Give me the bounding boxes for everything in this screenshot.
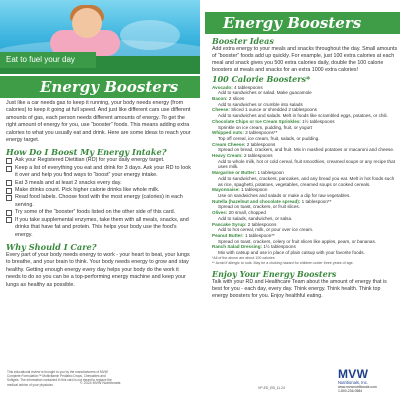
boost-heading: How Do I Boost My Energy Intake? bbox=[6, 147, 167, 158]
disclaimer-text: This educational review is brought to you by the manufacturers of MVW Complete Formulation™ Multivitamin Pediatric Drops, Chewables and Softgels. The information contained in this card is not meant to replace the medical advice of your physician. bbox=[7, 370, 112, 387]
booster-description: Add to hot cereal, milk, or pour over ice cream. bbox=[218, 227, 314, 233]
checkbox[interactable] bbox=[6, 188, 12, 194]
checklist-text: Try some of the “booster” foods listed on the other side of this card. bbox=[15, 209, 176, 216]
calorie-heading: 100 Calorie Boosters* bbox=[212, 73, 311, 84]
booster-name: Heavy Cream: bbox=[212, 153, 243, 159]
right-title: Energy Boosters bbox=[205, 12, 400, 34]
calorie-booster-item bbox=[212, 199, 398, 210]
booster-amount: 1 tablespoon bbox=[257, 170, 284, 176]
booster-description: Sprinkle on ice cream, pudding, fruit, or yogurt bbox=[218, 124, 312, 130]
booster-amount: 2 slices bbox=[228, 96, 245, 102]
intro-paragraph: Just like a car needs gas to keep it running, your body needs energy (from calories) to keep it going at full speed. And just like different cars use different amounts of gas, each person needs different amounts of energy. To get the right amount of energy for you, use “booster” foods. This means adding extra calories to what you usually eat and drink. Here are some ideas to reach your energy target. bbox=[6, 100, 191, 144]
booster-name: Cream Cheese: bbox=[212, 141, 246, 147]
boost-checklist bbox=[6, 157, 192, 238]
booster-description: Add to sandwiches or crumble into salads bbox=[218, 101, 303, 107]
checklist-text: Keep a list of everything you eat and drink for 3 days. Ask your RD to look it over and help you find ways to “boost” your energy intake. bbox=[15, 164, 191, 179]
booster-description: Add to salads, sandwiches, or salsa. bbox=[218, 215, 293, 221]
why-paragraph: Every part of your body needs energy to work - your heart to beat, your lungs to breathe, and your brain to think. Your body needs energy to grow and stay healthy. Getting enough energy every day helps your body do the work it needs to do so you can be a top-performing energy machine and keep your lungs as healthy as possible. bbox=[6, 251, 190, 288]
checkbox[interactable] bbox=[6, 210, 12, 216]
calorie-booster-item bbox=[212, 142, 398, 153]
booster-amount: 4 tablespoons bbox=[234, 84, 263, 90]
checklist-item bbox=[6, 165, 192, 180]
calorie-booster-item bbox=[212, 187, 398, 198]
logo-wordmark: MVW bbox=[338, 367, 369, 381]
booster-description: Spread on bread, crackers, and fruit. Mix in mashed potatoes or macaroni and cheese. bbox=[218, 147, 395, 153]
booster-name: Olives: bbox=[212, 210, 228, 216]
checklist-text: Make drinks count. Pick higher calorie drinks like whole milk. bbox=[15, 187, 160, 194]
right-body bbox=[212, 36, 398, 300]
checklist-text: If you take supplemental enzymes, take them with all meals, snacks, and drinks that have fat and protein. This helps your body use the food’s energy. bbox=[15, 216, 189, 238]
calorie-booster-item bbox=[212, 85, 398, 96]
booster-description: Add to sandwiches or salad. Make guacamole bbox=[218, 90, 312, 96]
checkbox[interactable] bbox=[6, 158, 12, 164]
calorie-booster-item bbox=[212, 96, 398, 107]
booster-amount: 1 tablespoon** bbox=[301, 198, 332, 204]
fuel-tagline: Eat to fuel your day bbox=[0, 52, 96, 68]
checklist-item bbox=[6, 194, 192, 209]
booster-name: Mayonnaise: bbox=[212, 187, 240, 193]
checklist-item bbox=[6, 209, 192, 216]
checkbox[interactable] bbox=[6, 180, 12, 186]
checklist-item bbox=[6, 187, 192, 194]
calorie-booster-item bbox=[212, 222, 398, 233]
ideas-heading: Booster Ideas bbox=[212, 36, 274, 46]
booster-name: Margarine or Butter: bbox=[212, 170, 257, 176]
calorie-booster-item bbox=[212, 210, 398, 221]
booster-name: Pancake Syrup: bbox=[212, 221, 247, 227]
booster-description: Add to sandwiches, crackers, pancakes, and any bread you eat. Melt in hot foods such as rice, spaghetti, potatoes, vegetables, creamed soups or cooked cereals. bbox=[218, 175, 395, 187]
booster-name: Cheese: bbox=[212, 107, 230, 113]
logo-url[interactable]: www.mvwnutritionals.com bbox=[338, 385, 377, 389]
enjoy-paragraph: Talk with your RD and Healthcare Team about the amount of energy that is best for you - each day, every day. Think energy. Think health. Think top energy boosters for you. Enjoy healthful eating. bbox=[212, 279, 387, 300]
mvw-logo bbox=[338, 368, 398, 396]
left-body bbox=[6, 100, 192, 291]
booster-description: Mix with catsup and use in place of plain catsup with your favorite foods. bbox=[218, 250, 365, 256]
calorie-booster-item bbox=[212, 170, 398, 187]
booster-description: Top off cereal, ice cream, fruit, salads, or pudding. bbox=[218, 135, 320, 141]
checklist-item bbox=[6, 217, 192, 239]
calorie-booster-item bbox=[212, 130, 398, 141]
calorie-booster-item bbox=[212, 107, 398, 118]
booster-name: Bacon: bbox=[212, 96, 228, 102]
booster-amount: 2 tablespoons bbox=[246, 141, 276, 147]
footnote-allergy: ** Avoid if allergic to nuts. May be a choking hazard for children under three years of age. bbox=[212, 260, 354, 265]
booster-name: Nutella (hazelnut and chocolate spread): bbox=[212, 198, 301, 204]
calorie-booster-item bbox=[212, 244, 398, 255]
checklist-item bbox=[6, 157, 192, 164]
checkbox[interactable] bbox=[6, 195, 12, 201]
booster-amount: 1½ tablespoons bbox=[263, 244, 296, 250]
booster-description: Add to whole milk, hot or cold cereal, fruit smoothies, creamed soups or any recipe that uses milk. bbox=[218, 158, 395, 170]
booster-name: Chocolate Chips or Ice Cream Sprinkles: bbox=[212, 118, 301, 124]
copyright-text: © 2024 MVW Nutritionals bbox=[80, 381, 121, 385]
booster-description: Spread on toast, crackers, celery or fruit slices like apples, pears, or bananas. bbox=[218, 238, 377, 244]
document-code: VP-ED_EB_11.24 bbox=[258, 386, 285, 390]
booster-amount: 1½ tablespoons bbox=[302, 118, 335, 124]
checklist-text: Eat 3 meals and at least 2 snacks every day. bbox=[15, 179, 122, 186]
calorie-booster-item bbox=[212, 119, 398, 130]
calorie-booster-item bbox=[212, 153, 398, 170]
booster-name: Whipped nuts: bbox=[212, 130, 244, 136]
logo-phone: 1-800-236-0584 bbox=[338, 389, 363, 393]
booster-name: Ranch Salad Dressing: bbox=[212, 244, 263, 250]
booster-description: Spread on toast, crackers, or fruit slices. bbox=[218, 204, 300, 210]
checkbox[interactable] bbox=[6, 217, 12, 223]
booster-amount: 2 tablespoons bbox=[243, 153, 273, 159]
footnote-calories: *All of the above are about 100 calories bbox=[212, 255, 275, 260]
left-title: Energy Boosters bbox=[0, 76, 200, 98]
booster-amount: 1 tablespoon bbox=[241, 187, 268, 193]
booster-amount: Sliced 1 ounce or shredded 2 tablespoons bbox=[231, 107, 317, 113]
ideas-paragraph: Add extra energy to your meals and snacks throughout the day. Small amounts of “booster” foods add up quickly. For example, just 100 extra calories at each meal and snack gives you 500 extra calories daily, double the 100 calorie boosters at meals and snacks for an extra 1000 extra calories! bbox=[212, 46, 398, 73]
booster-amount: 2 tablespoons bbox=[247, 221, 277, 227]
why-heading: Why Should I Care? bbox=[6, 241, 97, 252]
checklist-text: Read food labels. Choose food with the most energy (calories) in each serving. bbox=[15, 194, 183, 208]
booster-name: Avocado: bbox=[212, 84, 233, 90]
booster-description: Add to sandwiches and salads. Melt in foods like scrambled eggs, potatoes, or chili. bbox=[218, 113, 388, 119]
enjoy-heading: Enjoy Your Energy Boosters bbox=[212, 269, 337, 280]
booster-description: Use on sandwiches and salads or make a dip for raw vegetables. bbox=[218, 192, 351, 198]
right-panel bbox=[205, 0, 400, 400]
checklist-text: Ask your Registered Dietitian (RD) for your daily energy target. bbox=[15, 157, 165, 164]
logo-company: Nutritionals, Inc. bbox=[338, 380, 369, 385]
booster-amount: 1 tablespoon** bbox=[244, 232, 275, 238]
booster-amount: 2 tablespoons** bbox=[245, 130, 278, 136]
booster-amount: 20 small, chopped bbox=[228, 210, 266, 216]
calorie-booster-item bbox=[212, 233, 398, 244]
booster-name: Peanut Butter: bbox=[212, 232, 244, 238]
calorie-booster-list bbox=[212, 85, 398, 256]
checkbox[interactable] bbox=[6, 166, 12, 172]
checklist-item bbox=[6, 180, 192, 187]
